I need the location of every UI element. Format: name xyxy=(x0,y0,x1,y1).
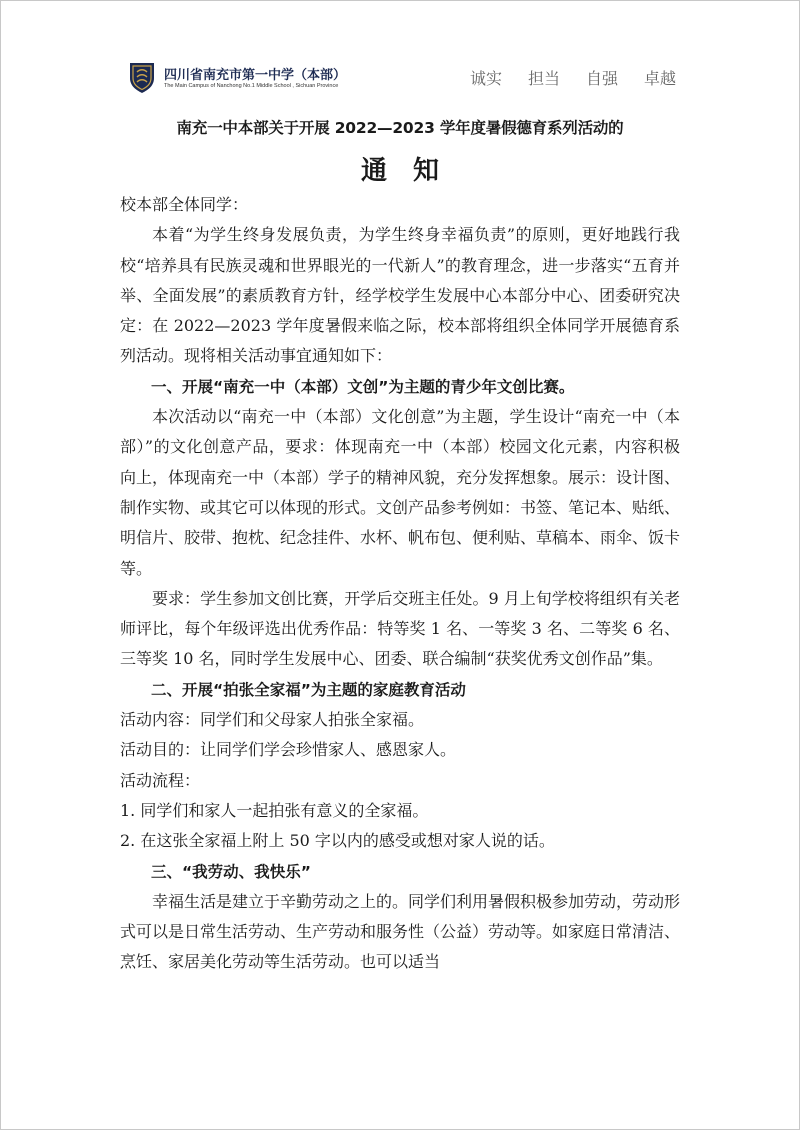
school-logo-icon xyxy=(128,60,156,94)
section-2-heading: 二、开展“拍张全家福”为主题的家庭教育活动 xyxy=(151,680,466,699)
section-1-paragraph-1: 本次活动以“南充一中（本部）文化创意”为主题，学生设计“南充一中（本部）”的文化创意产品，要求：体现南充一中（本部）校园文化元素，内容积极向上，体现南充一中（本部）学子的精神风貌，充分发挥想象。展示：设计图、制作实物、或其它可以体现的形式。文创产品参考例如：书签、笔记本、贴纸、明信片、胶带、抱枕、纪念挂件、水杯、帆布包、便利贴、草稿本、雨伞、饭卡等。 xyxy=(120,407,681,578)
section-2-step-1: 1. 同学们和家人一起拍张有意义的全家福。 xyxy=(120,800,429,820)
motto-responsibility: 担当 xyxy=(527,69,560,88)
document-body xyxy=(120,190,680,978)
motto-honesty: 诚实 xyxy=(469,69,502,88)
letterhead xyxy=(128,58,688,100)
school-name: 四川省南充市第一中学（本部） xyxy=(164,68,347,83)
section-2-process-label: 活动流程： xyxy=(120,770,201,790)
section-2-content: 活动内容：同学们和父母家人拍张全家福。 xyxy=(120,710,425,730)
document-subtitle: 南充一中本部关于开展 2022—2023 学年度暑假德育系列活动的 xyxy=(176,119,624,137)
section-3-heading: 三、“我劳动、我快乐” xyxy=(151,862,311,881)
salutation: 校本部全体同学： xyxy=(120,195,249,214)
school-name-english: The Main Campus of Nanchong No.1 Middle School , Sichuan Province xyxy=(164,83,339,89)
school-mottos xyxy=(470,66,676,89)
section-2-step-2: 2. 在这张全家福上附上 50 字以内的感受或想对家人说的话。 xyxy=(120,831,555,851)
motto-self-improvement: 自强 xyxy=(585,69,618,88)
motto-excellence: 卓越 xyxy=(643,69,676,88)
section-2-purpose: 活动目的：让同学们学会珍惜家人、感恩家人。 xyxy=(120,740,457,760)
document-title: 通知 xyxy=(360,156,465,186)
section-1-heading: 一、开展“南充一中（本部）文创”为主题的青少年文创比赛。 xyxy=(151,377,575,396)
intro-paragraph: 本着“为学生终身发展负责，为学生终身幸福负责”的原则，更好地践行我校“培养具有民族灵魂和世界眼光的一代新人”的教育理念，进一步落实“五育并举、全面发展”的素质教育方针，经学校学生发展中心本部分中心、团委研究决定：在 2022—2023 学年度暑假来临之际，校本部将组织全体同学开展德育系列活动。现将相关活动事宜通知如下： xyxy=(120,225,680,366)
section-1-paragraph-2: 要求：学生参加文创比赛，开学后交班主任处。9 月上旬学校将组织有关老师评比，每个年级评选出优秀作品：特等奖 1 名、一等奖 3 名、二等奖 6 名、三等奖 10 名，同时学生发展中心、团委、联合编制“获奖优秀文创作品”集。 xyxy=(120,588,680,669)
section-3-paragraph-1: 幸福生活是建立于辛勤劳动之上的。同学们利用暑假积极参加劳动，劳动形式可以是日常生活劳动、生产劳动和服务性（公益）劳动等。如家庭日常清洁、烹饪、家居美化劳动等生活劳动。也可以适当 xyxy=(120,891,681,972)
